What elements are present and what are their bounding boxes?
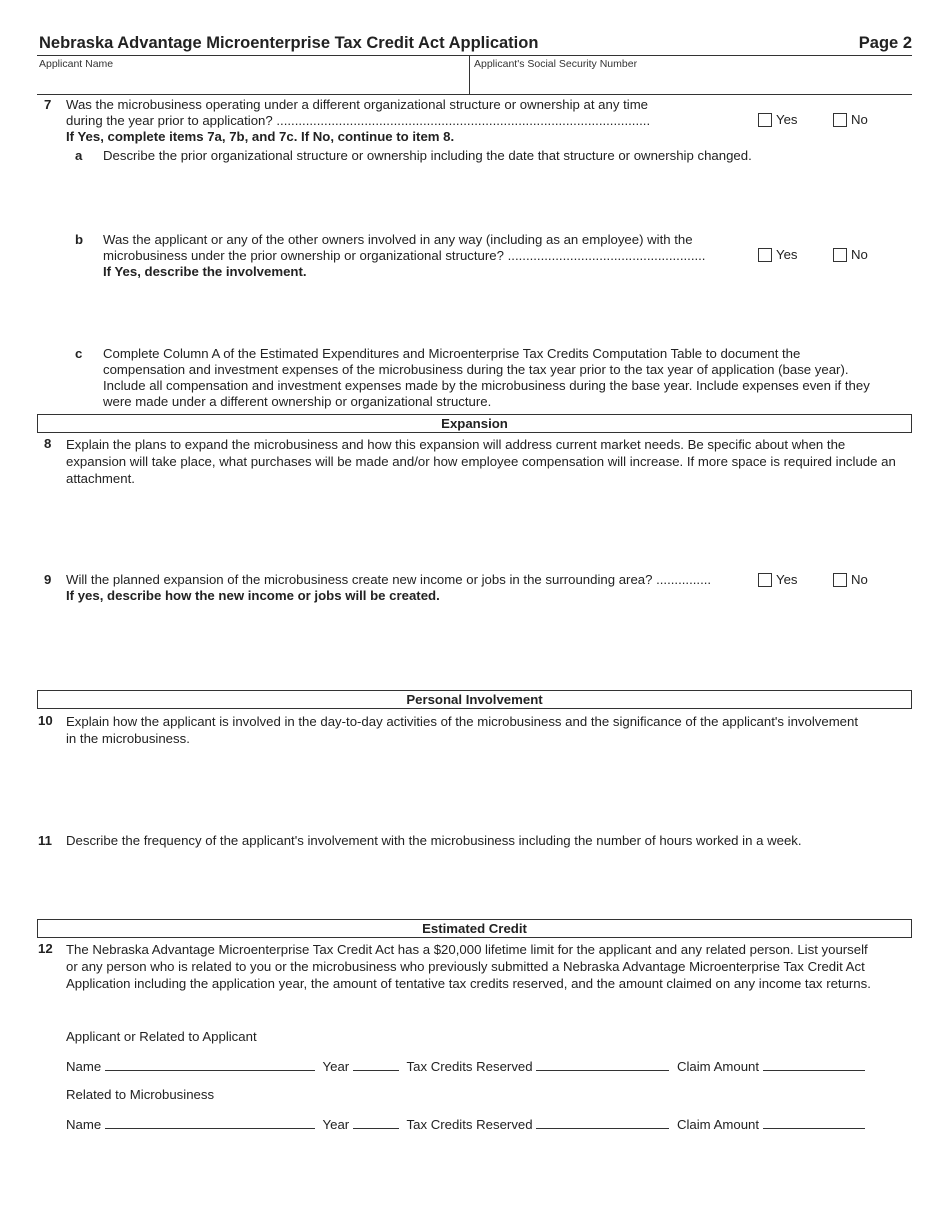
group-applicant-related: Applicant or Related to Applicant xyxy=(66,1029,257,1044)
section-personal-involvement: Personal Involvement xyxy=(37,690,912,709)
year-field[interactable] xyxy=(353,1058,399,1071)
q7-line1: Was the microbusiness operating under a different organizational structure or ownership at any time xyxy=(66,97,649,112)
form-title: Nebraska Advantage Microenterprise Tax Credit Act Application xyxy=(39,34,539,52)
section-expansion: Expansion xyxy=(37,414,912,433)
q9-no-option[interactable] xyxy=(833,572,868,588)
q7b-yes-checkbox[interactable] xyxy=(758,248,772,262)
q7b-yes-label: Yes xyxy=(776,247,798,262)
q7-yes-label: Yes xyxy=(776,112,798,127)
q7a-answer-area[interactable] xyxy=(103,168,907,230)
name-label: Name xyxy=(66,1059,102,1074)
q10-answer-area[interactable] xyxy=(66,752,908,830)
q8-number: 8 xyxy=(44,436,52,451)
applicant-name-label: Applicant Name xyxy=(39,58,114,70)
q7-line2: during the year prior to application? ...................................................................................................... xyxy=(66,113,651,128)
claim-amount-label: Claim Amount xyxy=(676,1059,760,1074)
q7b-instruction: If Yes, describe the involvement. xyxy=(103,264,307,279)
q9-yes-label: Yes xyxy=(776,572,798,587)
q11-text: Describe the frequency of the applicant's involvement with the microbusiness including the number of hours worked in a week. xyxy=(66,833,802,848)
name-label: Name xyxy=(66,1117,102,1132)
tax-credits-reserved-label: Tax Credits Reserved xyxy=(406,1059,533,1074)
q7b-line2: microbusiness under the prior ownership or organizational structure? ...................................................... xyxy=(103,248,706,263)
q9-no-checkbox[interactable] xyxy=(833,573,847,587)
q7b-question xyxy=(103,232,753,280)
tax-credits-reserved-field[interactable] xyxy=(536,1058,669,1071)
q9-text: Will the planned expansion of the microbusiness create new income or jobs in the surrounding area? ............... xyxy=(66,572,712,587)
tax-credits-reserved-label: Tax Credits Reserved xyxy=(406,1117,533,1132)
q7-yes-checkbox[interactable] xyxy=(758,113,772,127)
applicant-name-field[interactable] xyxy=(40,70,469,92)
q7a-text: Describe the prior organizational structure or ownership including the date that structure or ownership changed. xyxy=(103,148,752,163)
q7-no-option[interactable] xyxy=(833,112,868,128)
claim-amount-field[interactable] xyxy=(763,1058,865,1071)
year-label: Year xyxy=(322,1059,350,1074)
q9-yes-checkbox[interactable] xyxy=(758,573,772,587)
name-field[interactable] xyxy=(105,1116,315,1129)
q7b-line1: Was the applicant or any of the other owners involved in any way (including as an employee) with the xyxy=(103,232,693,247)
ssn-label: Applicant's Social Security Number xyxy=(474,58,638,70)
section-estimated-credit: Estimated Credit xyxy=(37,919,912,938)
ssn-field[interactable] xyxy=(474,70,908,92)
claim-amount-label: Claim Amount xyxy=(676,1117,760,1132)
q7-no-label: No xyxy=(851,112,868,127)
q7-no-checkbox[interactable] xyxy=(833,113,847,127)
q9-yes-option[interactable] xyxy=(758,572,798,588)
group-microbusiness-related: Related to Microbusiness xyxy=(66,1087,215,1102)
q7b-no-checkbox[interactable] xyxy=(833,248,847,262)
q7b-letter: b xyxy=(75,232,84,247)
q10-text: Explain how the applicant is involved in the day-to-day activities of the microbusiness and the significance of the applicant's involvement in the microbusiness. xyxy=(66,714,859,746)
q7-yes-option[interactable] xyxy=(758,112,798,128)
year-label: Year xyxy=(322,1117,350,1132)
q8-answer-area[interactable] xyxy=(66,490,908,568)
q7a-letter: a xyxy=(75,148,83,163)
name-field[interactable] xyxy=(105,1058,315,1071)
q12-number: 12 xyxy=(38,941,53,956)
q7c-letter: c xyxy=(75,346,83,361)
q7-number: 7 xyxy=(44,97,52,112)
q11-answer-area[interactable] xyxy=(66,852,908,916)
q7b-no-label: No xyxy=(851,247,868,262)
q7b-answer-area[interactable] xyxy=(103,284,907,344)
tax-credits-reserved-field[interactable] xyxy=(536,1116,669,1129)
q10-number: 10 xyxy=(38,713,53,728)
header-divider xyxy=(469,56,470,94)
q11-number: 11 xyxy=(38,833,52,848)
q7b-no-option[interactable] xyxy=(833,247,868,263)
q9-answer-area[interactable] xyxy=(66,610,908,688)
q9-question xyxy=(66,572,756,604)
q9-no-label: No xyxy=(851,572,868,587)
credit-row-microbusiness xyxy=(66,1116,865,1133)
page-number: Page 2 xyxy=(858,34,912,52)
q8-text: Explain the plans to expand the microbusiness and how this expansion will address current market needs. Be specific about when the expansion will take place, what purchases will be made and/or how employee compensation will increase. If more space is required include an attachment. xyxy=(66,437,896,486)
q9-number: 9 xyxy=(44,572,52,587)
claim-amount-field[interactable] xyxy=(763,1116,865,1129)
q7-instruction: If Yes, complete items 7a, 7b, and 7c. If No, continue to item 8. xyxy=(66,129,455,144)
q7-question xyxy=(66,97,756,145)
q12-text: The Nebraska Advantage Microenterprise Tax Credit Act has a $20,000 lifetime limit for the applicant and any related person. List yourself or any person who is related to you or the microbusiness who previously submitted a Nebraska Advantage Microenterprise Tax Credit Act Application including the application year, the amount of tentative tax credits reserved, and the amount claimed on any income tax returns. xyxy=(66,942,871,991)
credit-row-applicant xyxy=(66,1058,865,1075)
year-field[interactable] xyxy=(353,1116,399,1129)
q7c-text: Complete Column A of the Estimated Expenditures and Microenterprise Tax Credits Computation Table to document the compensation and investment expenses of the microbusiness during the tax year prior to the tax year of application (base year). Include all compensation and investment expenses made by the microbusiness during the base year. Include expenses even if they were made under a different ownership or organizational structure. xyxy=(103,346,870,409)
q7b-yes-option[interactable] xyxy=(758,247,798,263)
q9-instruction: If yes, describe how the new income or jobs will be created. xyxy=(66,588,440,603)
